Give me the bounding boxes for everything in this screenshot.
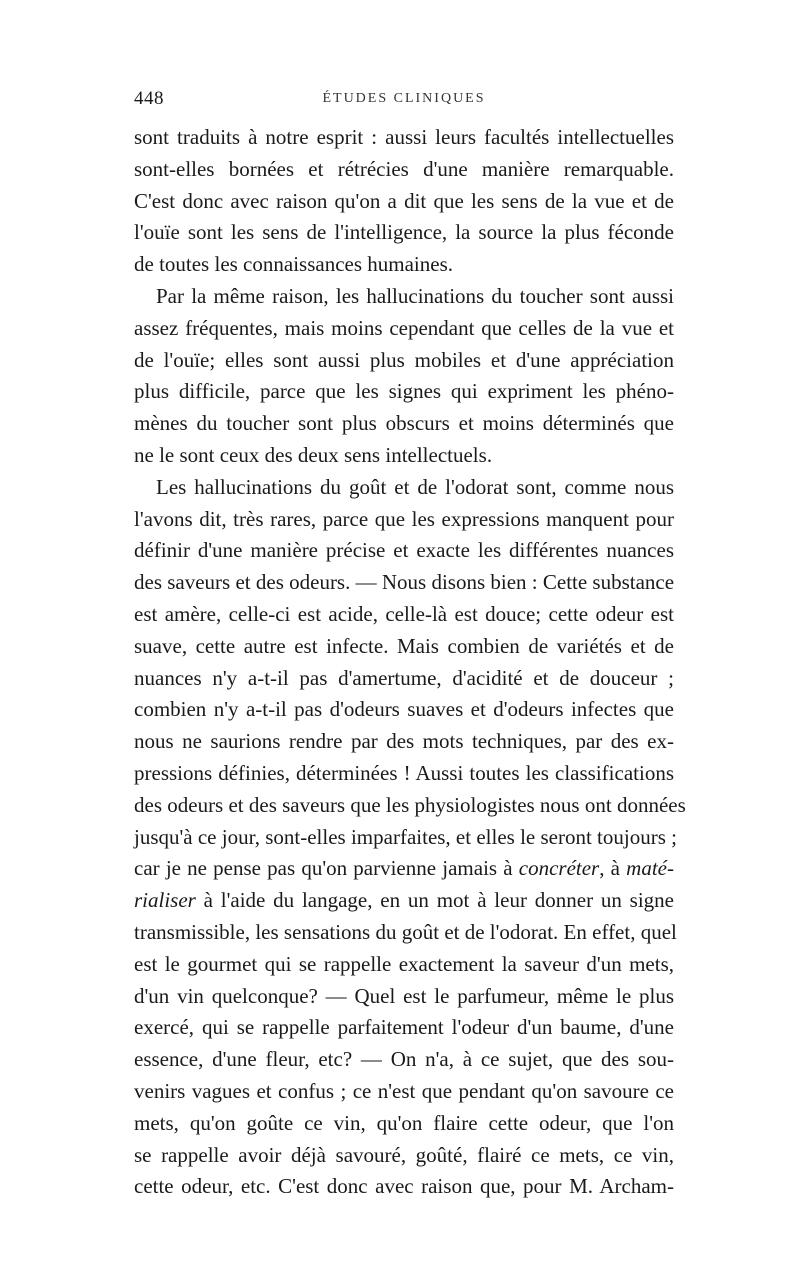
- text-line: combien n'y a-t-il pas d'odeurs suaves et d'odeurs infectes que: [134, 697, 674, 722]
- text-line: sont traduits à notre esprit : aussi leurs facultés intellectuelles: [134, 125, 674, 149]
- text-line: plus difficile, parce que les signes qui expriment les phéno-: [134, 379, 674, 404]
- paragraph-first-line: Les hallucinations du goût et de l'odorat sont, comme nous: [156, 474, 674, 499]
- text-line: nous ne saurions rendre par des mots techniques, par des ex-: [134, 729, 674, 754]
- text-line: nuances n'y a-t-il pas d'amertume, d'acidité et de douceur ;: [134, 665, 674, 690]
- text-line: venirs vagues et confus ; ce n'est que pendant qu'on savoure ce: [134, 1078, 674, 1103]
- text-line: jusqu'à ce jour, sont-elles imparfaites, et elles le seront toujours ;: [134, 824, 677, 849]
- text-line: est le gourmet qui se rappelle exactement la saveur d'un mets,: [134, 951, 674, 976]
- text-line: car je ne pense pas qu'on parvienne jamais à concréter, à maté-: [134, 856, 674, 881]
- text-line: cette odeur, etc. C'est donc avec raison que, pour M. Archam-: [134, 1174, 674, 1199]
- text-line: mets, qu'on goûte ce vin, qu'on flaire cette odeur, que l'on: [134, 1110, 674, 1135]
- text-line: de l'ouïe; elles sont aussi plus mobiles et d'une appréciation: [134, 347, 674, 372]
- text-line: suave, cette autre est infecte. Mais combien de variétés et de: [134, 633, 674, 658]
- running-head: ÉTUDES CLINIQUES: [322, 91, 486, 106]
- text-line: des odeurs et des saveurs que les physiologistes nous ont données: [134, 792, 686, 817]
- text-line: est amère, celle-ci est acide, celle-là est douce; cette odeur est: [134, 601, 674, 626]
- page-header: [134, 88, 674, 122]
- text-line: exercé, qui se rappelle parfaitement l'odeur d'un baume, d'une: [134, 1015, 674, 1040]
- text-line: transmissible, les sensations du goût et de l'odorat. En effet, quel: [134, 919, 677, 944]
- text-line: pressions définies, déterminées ! Aussi toutes les classifications: [134, 760, 674, 785]
- body-text: [134, 122, 686, 1203]
- text-line: ne le sont ceux des deux sens intellectuels.: [134, 442, 493, 467]
- text-line: se rappelle avoir déjà savouré, goûté, flairé ce mets, ce vin,: [134, 1142, 674, 1167]
- book-page: [134, 88, 686, 1203]
- text-line: définir d'une manière précise et exacte les différentes nuances: [134, 538, 674, 563]
- text-line: assez fréquentes, mais moins cependant que celles de la vue et: [134, 315, 674, 340]
- text-line: l'avons dit, très rares, parce que les expressions manquent pour: [134, 506, 674, 531]
- text-line: l'ouïe sont les sens de l'intelligence, la source la plus féconde: [134, 220, 674, 245]
- paragraph-first-line: Par la même raison, les hallucinations du toucher sont aussi: [156, 283, 674, 308]
- text-line: sont-elles bornées et rétrécies d'une manière remarquable.: [134, 156, 674, 181]
- text-line: des saveurs et des odeurs. — Nous disons bien : Cette substance: [134, 570, 675, 595]
- text-line: C'est donc avec raison qu'on a dit que les sens de la vue et de: [134, 188, 674, 213]
- page-number: 448: [134, 88, 164, 109]
- text-line: de toutes les connaissances humaines.: [134, 252, 453, 277]
- text-line: d'un vin quelconque? — Quel est le parfumeur, même le plus: [134, 983, 674, 1008]
- text-line: mènes du toucher sont plus obscurs et moins déterminés que: [134, 411, 674, 436]
- text-line: essence, d'une fleur, etc? — On n'a, à ce sujet, que des sou-: [134, 1047, 674, 1072]
- text-line: rialiser à l'aide du langage, en un mot à leur donner un signe: [134, 888, 674, 913]
